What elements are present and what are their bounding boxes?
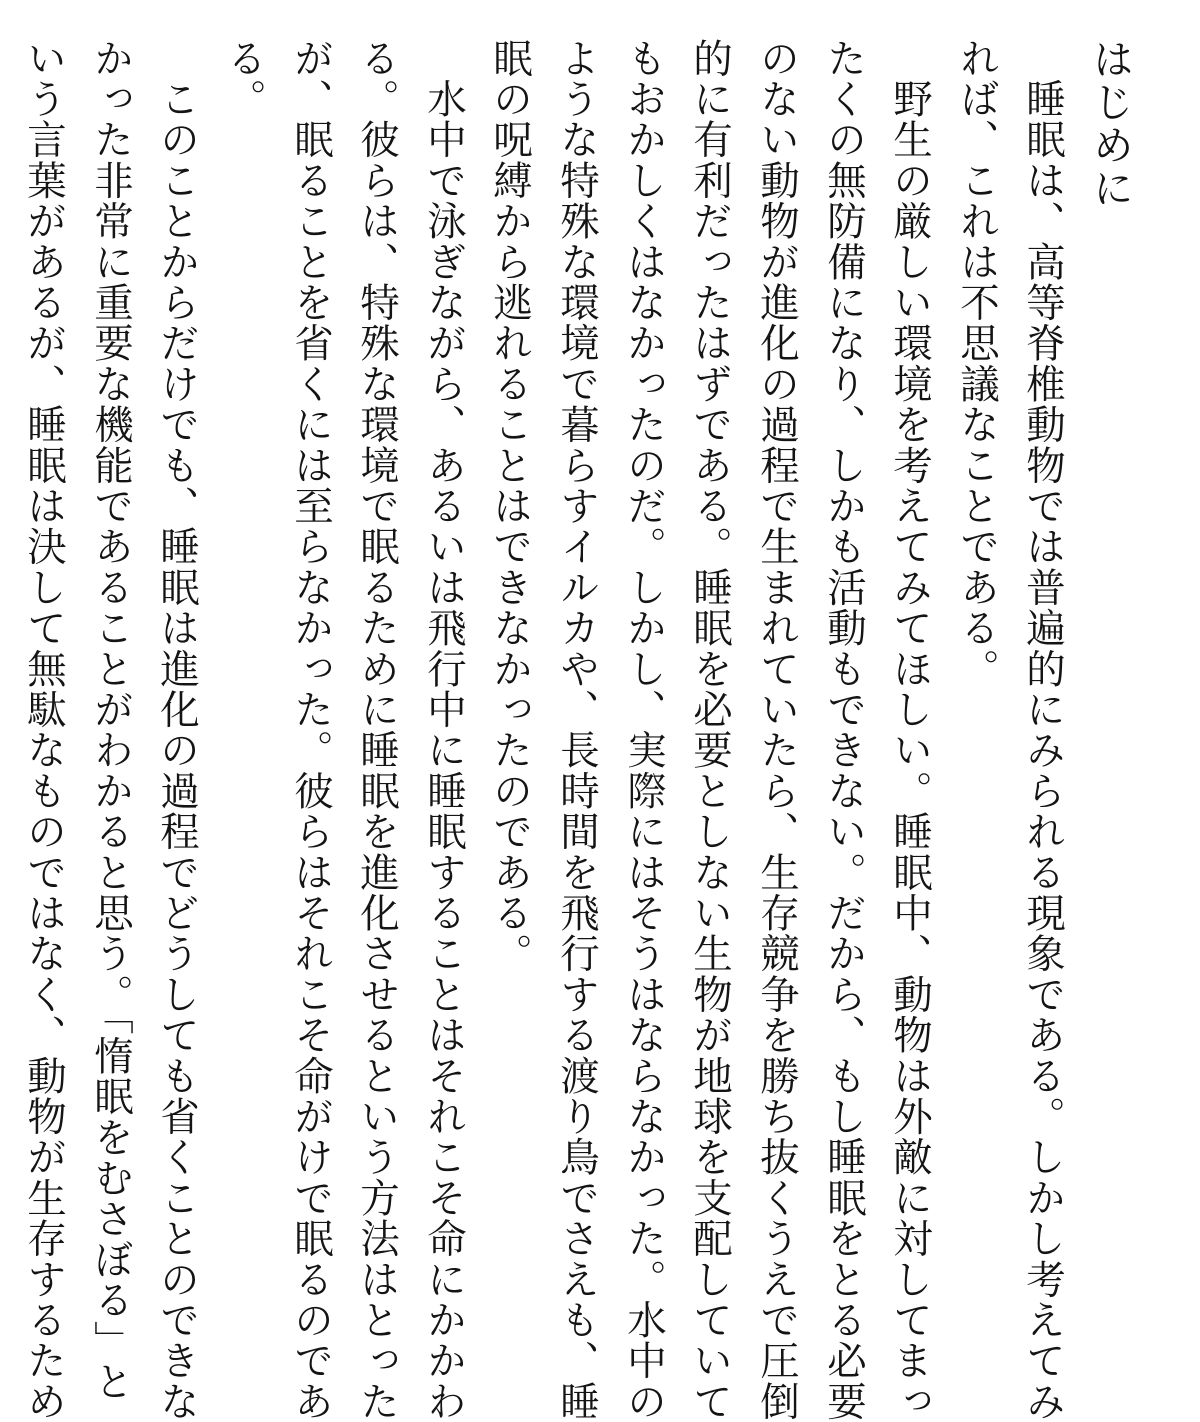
text-line: る。 <box>221 38 267 120</box>
text-line: 的に有利だったはずである。睡眠を必要としない生物が地球を支配していて <box>687 38 733 1422</box>
text-line: れば、これは不思議なことである。 <box>954 38 1000 690</box>
text-line: たくの無防備になり、しかも活動もできない。だから、もし睡眠をとる必要 <box>821 38 867 1422</box>
text-line: 眠の呪縛から逃れることはできなかったのである。 <box>487 38 533 975</box>
text-line: もおかしくはなかったのだ。しかし、実際にはそうはならなかった。水中の <box>621 38 667 1422</box>
text-line: が、眠ることを省くには至らなかった。彼らはそれこそ命がけで眠るのであ <box>288 38 334 1422</box>
text-line: 睡眠は、高等脊椎動物では普遍的にみられる現象である。しかし考えてみ <box>1020 38 1066 1422</box>
text-line: る。彼らは、特殊な環境で眠るために睡眠を進化させるという方法はとった <box>354 38 400 1422</box>
text-line: このことからだけでも、睡眠は進化の過程でどうしても省くことのできな <box>154 38 200 1422</box>
text-line: 水中で泳ぎながら、あるいは飛行中に睡眠することはそれこそ命にかかわ <box>421 38 467 1422</box>
text-line: かった非常に重要な機能であることがわかると思う。「惰眠をむさぼる」と <box>88 38 134 1403</box>
heading: はじめに <box>1086 38 1134 210</box>
text-line: ような特殊な環境で暮らすイルカや、長時間を飛行する渡り鳥でさえも、睡 <box>554 38 600 1422</box>
text-line: 野生の厳しい環境を考えてみてほしい。睡眠中、動物は外敵に対してまっ <box>887 38 933 1422</box>
text-line: のない動物が進化の過程で生まれていたら、生存競争を勝ち抜くうえで圧倒 <box>754 38 800 1422</box>
text-line: いう言葉があるが、睡眠は決して無駄なものではなく、動物が生存するため <box>21 38 67 1422</box>
